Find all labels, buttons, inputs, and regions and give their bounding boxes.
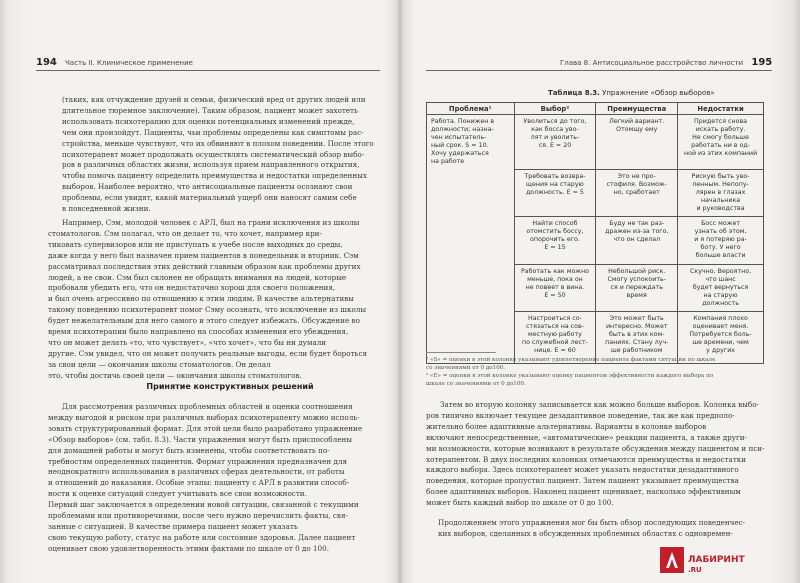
left-paragraph-1-line: в повседневной жизни. — [62, 204, 151, 214]
table-cell-line: ше работником — [610, 346, 663, 354]
left-paragraph-2 — [48, 218, 380, 382]
left-paragraph-3-line: Для рассмотрения различных проблемных областей и оценки соотношения — [62, 402, 353, 411]
table-cell-line: ный срок. S = 10. — [431, 142, 489, 149]
table-cell-line: как босса уво- — [531, 126, 579, 133]
table-cell-line: должность — [702, 299, 739, 307]
right-running-head-text: Глава 8. Антисоциальное расстройство личности — [560, 59, 744, 67]
table-cell-line: щения на старую — [526, 180, 584, 188]
logo-label: ЛАБИРИНТ — [688, 555, 745, 565]
table-cell-line: будет вернуться — [692, 283, 749, 291]
table-cell-line: начальника — [700, 196, 741, 204]
left-paragraph-1-line: стройства, меньше чувствуют, что их обвиняют в плохом поведении. После этого — [62, 138, 374, 148]
footnote-1: ¹ «S» = оценки в этой колонке указывают удовлетворение пациента фактами ситуации по шкале — [426, 357, 716, 363]
left-paragraph-2-line: стоматологов. Сэм полагал, что он делает то, что хочет, например кри- — [48, 228, 322, 238]
table-cell-line: больше власти — [695, 251, 746, 259]
right-paragraph-1-line: жительно более адаптивные альтернативы. Варианты в колонке выборов — [426, 421, 707, 431]
table-cell-line: Найти способ — [532, 219, 578, 227]
table-cell-line: Работа. Понижен в — [431, 118, 495, 125]
table-cell-line: E = 15 — [544, 243, 566, 251]
left-paragraph-1-line: чтобы помочь пациенту определить преимущества и недостатки определенных — [62, 171, 367, 181]
table-cell-line: быть в этих ком- — [608, 330, 665, 338]
footnote-2: ² «E» = оценки в этой колонке указывают оценку пациентом эффективности каждого выбора по — [426, 373, 714, 379]
left-paragraph-1-line: чем они произойдут. Пациенты, чьи проблемы определены как симптомы рас- — [62, 127, 364, 137]
table-cell-line: ленным. Непопу- — [692, 180, 749, 188]
table-row — [427, 264, 764, 311]
table-cell-line: меньше, пока он — [527, 275, 583, 283]
right-header-rule — [426, 70, 772, 71]
table-cell-line: Это не про- — [617, 172, 656, 180]
table-cell-line: чен испытатель- — [431, 134, 487, 141]
table-cell-advantages — [596, 216, 678, 264]
book-gutter — [396, 0, 404, 583]
table-cell-line: Настроиться со- — [528, 314, 582, 322]
right-paragraph-1-line: ров типично включает текущее дезадаптивное поведение, так же как предполо- — [426, 410, 735, 420]
table-header-advantages: Преимущества — [596, 103, 678, 115]
table-cell-line: Буду не так раз- — [609, 219, 665, 227]
table-cell-line: узнать об этом, — [694, 227, 747, 235]
table-cell-line: оценивает меня. — [692, 322, 749, 330]
left-paragraph-2-line: будет нежелательным для него самого и этого следует избежать. Обсуждение во — [48, 316, 360, 326]
left-page-number: 194 — [36, 57, 57, 68]
left-paragraph-3-line: неоднократного использования в различных сферах деятельности, от работы — [48, 467, 345, 477]
table-cell-line: боту. У него — [700, 243, 741, 251]
left-paragraph-3-line: между выгодой и риском при различных выборах психотерапевту можно исполь- — [48, 412, 360, 422]
table-cell-problem — [427, 216, 515, 264]
left-paragraph-3-line: свою текущую работу, статус на работе или состояние здоровья. Далее пациент — [48, 532, 356, 542]
table-cell-line: не повеет в вина. — [525, 283, 585, 291]
table-cell-disadvantages — [678, 115, 764, 170]
table-cell-problem — [427, 115, 515, 170]
table-cell-line: и я потеряю ра- — [694, 235, 747, 243]
table-cell-line: опорочить его. — [530, 235, 580, 243]
table-caption — [548, 89, 715, 97]
table-row — [427, 169, 764, 216]
left-paragraph-2-line: рассматривал последствия этих действий главным образом как проблемы других — [48, 261, 361, 271]
table-header-choice: Выбор² — [514, 103, 596, 115]
right-paragraph-1-line: каждого выбора. Здесь психотерапевт может указать недостатки дезадаптивного — [426, 465, 739, 475]
left-paragraph-2-line: другие. Сэм увидел, что он может получить реальные выгоды, если будет бороться — [48, 348, 368, 358]
table-cell-line: должность. E = 5 — [525, 188, 584, 196]
table-cell-line: стофиля. Возмож- — [606, 180, 667, 188]
table-cell-line: что он сделал — [613, 235, 661, 243]
logo-badge — [660, 547, 684, 573]
left-paragraph-3-line: занные с ситуацией. В качестве примера пациент может указать — [48, 521, 298, 531]
right-paragraph-1-line: Затем во вторую колонку записывается как можно больше выборов. Колонка выбо- — [440, 400, 759, 409]
left-paragraph-1-line: ров в различных областях жизни, используя прием направленного открытия, — [62, 160, 360, 170]
table-caption-text: Упражнение «Обзор выборов» — [602, 89, 715, 97]
table-cell-advantages — [596, 169, 678, 216]
table-cell-line: ше времени, чем — [692, 338, 749, 346]
table-cell-problem — [427, 264, 515, 311]
table-cell-line: Хочу удержаться — [431, 150, 489, 157]
left-paragraph-3-line: Первый шаг заключается в определении новой ситуации, связанной с текущими — [48, 500, 359, 510]
table-cell-line: ся и переждать — [610, 283, 663, 291]
right-running-head — [560, 57, 772, 68]
table-cell-line: Легкий вариант. — [609, 118, 665, 125]
table-cell-line: нице. E = 60 — [534, 346, 576, 354]
table-cell-line: местную работу — [528, 330, 582, 338]
table-cell-line: Это может быть — [609, 314, 664, 322]
left-paragraph-1-line: выборов. Наиболее вероятно, что антисоциальные пациенты осознают свои — [62, 182, 353, 192]
left-paragraph-2-line: пробовали убедить его, что он недостаточно хорош для своего положения, — [48, 283, 336, 293]
left-running-head-text: Часть II. Клиническое применение — [65, 59, 193, 67]
table-cell-line: и руководства — [696, 204, 745, 212]
table-cell-line: работать ни в од- — [691, 142, 750, 149]
table-cell-line: паниях. Стану луч- — [605, 338, 669, 346]
left-running-head — [36, 57, 193, 68]
left-paragraph-2-line: Например, Сэм, молодой человек с АРЛ, был на грани исключения из школы — [62, 218, 360, 227]
table-cell-line: Потребуется боль- — [689, 330, 752, 338]
table-cell-line: Не смогу больше — [692, 134, 749, 141]
table-cell-line: интересно. Может — [605, 322, 668, 330]
right-paragraph-1 — [426, 400, 771, 509]
table-cell-line: Смогу успокоить- — [607, 275, 667, 283]
table-caption-label: Таблица 8.3. — [548, 89, 600, 97]
left-paragraph-3-line: «Обзор выборов» (см. табл. 8.3). Части упражнения могут быть приспособлены — [48, 434, 352, 444]
table-cell-line: по служебной лест- — [521, 338, 588, 346]
left-paragraph-3-line: оценивает свою удовлетворенность этими фактами по шкале от 0 до 100. — [48, 543, 329, 553]
table-body — [427, 115, 764, 364]
table-cell-line: дражен из-за того, — [604, 227, 669, 235]
left-paragraph-2-line: даже когда у него был назначен прием пациентов в понедельник и вторник. Сэм — [48, 250, 359, 260]
labirint-logo — [660, 545, 765, 575]
table-row — [427, 216, 764, 264]
right-paragraph-1-line: включают непосредственные, «автоматические» реакции пациента, а также други- — [426, 432, 747, 442]
table-cell-line: время — [626, 291, 647, 299]
table-header-disadvantages: Недостатки — [678, 103, 764, 115]
left-paragraph-3-line: зовать структурированный формат. Для этой цели было разработано упражнение — [48, 423, 363, 433]
footnote-rule — [426, 352, 496, 353]
logo-domain: .RU — [688, 566, 702, 574]
table-cell-line: Босс может — [701, 219, 740, 227]
section-title: Принятие конструктивных решений — [146, 382, 314, 391]
right-paragraph-1-line: может быть каждый выбор по шкале от 0 до 100. — [426, 498, 614, 508]
table-cell-line: на старую — [703, 291, 738, 299]
table-cell-line: должности; назна- — [431, 126, 494, 133]
table-cell-line: стязаться на сов- — [525, 322, 584, 330]
left-paragraph-2-line: и был очень агрессивно по отношению к этим людям. В качестве альтернативы — [48, 294, 354, 304]
footnote-1-cont: со значениями от 0 до100. — [426, 365, 506, 371]
left-paragraph-1 — [62, 95, 380, 215]
table-cell-line: Уволиться до того, — [523, 118, 587, 125]
table-cell-choice — [514, 169, 596, 216]
right-page-number: 195 — [751, 57, 773, 68]
table-cell-line: Отомщу ему — [616, 126, 658, 133]
right-paragraph-2-line: Продолжением этого упражнения мог бы быть обзор последующих поведенчес- — [438, 518, 746, 527]
left-paragraph-2-line: время психотерапии было направлено на способах изменения его убеждения, — [48, 327, 349, 337]
table-cell-line: на работе — [431, 158, 465, 165]
table-cell-advantages — [596, 115, 678, 170]
left-paragraph-3-line: ности к оценке ситуаций следует учитывать все свои возможности. — [48, 489, 307, 499]
table-cell-choice — [514, 115, 596, 170]
table-cell-disadvantages — [678, 264, 764, 311]
table-row — [427, 115, 764, 170]
left-paragraph-2-line: людей, а не свои. Сэм был склонен не обращать внимания на людей, которые — [48, 272, 347, 282]
right-paragraph-1-line: хотерапевтом. В двух последних колонках отмечаются преимущества и недостатки — [426, 454, 747, 464]
table-cell-line: Рискую быть уво- — [691, 172, 750, 180]
table-cell-line: Небольшой риск. — [608, 267, 666, 275]
left-paragraph-3-line: проблемами или противоречиями, после чего нужно перечислить факты, свя- — [48, 511, 348, 521]
left-paragraph-1-line: психотерапевт может продолжать осуществлять систематический обзор выбо- — [62, 149, 365, 159]
table-cell-line: у других — [706, 346, 736, 354]
table-cell-line: но, сработает — [613, 188, 660, 196]
left-paragraph-2-line: это, чтобы достичь своей цели — окончания школы стоматологов. — [48, 370, 302, 380]
left-paragraph-3-line: требностям определенных пациентов. Формат упражнения предназначен для — [48, 456, 347, 466]
left-paragraph-1-line: длительное тюремное заключение). Таким образом, пациент может захотеть — [62, 105, 358, 115]
right-paragraph-1-line: ми возможности, которые возникают в результате обсуждения между пациентом и пси- — [426, 443, 765, 453]
table-cell-line: Требовать возвра- — [524, 172, 586, 180]
right-paragraph-1-line: поведения, которые пропустил пациент. Затем пациент указывает преимущества — [426, 476, 739, 486]
left-paragraph-2-line: такому поведению психотерапевт помог Сэму осознать, что исключение из школы — [48, 305, 367, 315]
table-cell-problem — [427, 169, 515, 216]
right-paragraph-1-line: более адаптивных выборов. Наконец пациент оценивает, насколько эффективным — [426, 487, 741, 497]
left-paragraph-1-line: проблемы, если увидят, какой материальный ущерб они наносят самим себе — [62, 193, 357, 203]
left-paragraph-1-line: (таких, как отчуждение друзей и семьи, физический вред от других людей или — [62, 95, 366, 104]
table-cell-line: лят и уволить- — [530, 134, 580, 141]
table-cell-line: лярен в глазах — [695, 188, 746, 196]
left-header-rule — [36, 70, 380, 71]
table-cell-line: Компания плохо — [693, 314, 748, 322]
table-cell-line: ной из этих компаний — [683, 150, 758, 157]
table-cell-line: Придется снова — [694, 118, 748, 125]
table-cell-disadvantages — [678, 169, 764, 216]
left-paragraph-3-line: и отношений до наказания. Особые этапы: пациенту с АРЛ в развитии способ- — [48, 478, 350, 488]
table-cell-line: что шанс — [705, 275, 736, 283]
table-cell-line: отомстить боссу, — [526, 227, 584, 235]
left-paragraph-2-line: тиковать супервизоров или не приступать к учебе после выходных до среды, — [48, 239, 343, 249]
table-header-row — [427, 103, 764, 115]
left-paragraph-3-line: для домашней работы и могут быть изменены, чтобы соответствовать по- — [48, 445, 330, 455]
table-cell-advantages — [596, 264, 678, 311]
table-cell-line: Работать как можно — [520, 267, 589, 275]
choices-review-table — [426, 102, 764, 364]
right-paragraph-2 — [438, 518, 771, 540]
table-header-problem: Проблема¹ — [427, 103, 515, 115]
table-cell-choice — [514, 264, 596, 311]
right-paragraph-2-line: ких выборов, сделанных в обсужденных проблемных областях с одновремен- — [438, 528, 733, 538]
table-cell-disadvantages — [678, 216, 764, 264]
table-cell-line: E = 50 — [544, 291, 566, 299]
table-cell-line: ся. E = 20 — [538, 142, 572, 149]
left-paragraph-2-line: что он может делать «то, что чувствует», «что хочет», что бы ни думали — [48, 337, 327, 347]
table-cell-choice — [514, 216, 596, 264]
table-cell-line: искать работу. — [695, 126, 746, 133]
footnote-2-cont: шкале со значениями от 0 до100. — [426, 381, 526, 387]
left-paragraph-3 — [48, 402, 380, 555]
table-cell-line: Скучно. Вероятно, — [690, 267, 752, 275]
left-paragraph-2-line: за свои цели — окончания школы стоматологов. Он делал — [48, 359, 271, 369]
left-paragraph-1-line: использовать психотерапию для оценки потенциальных изменений прежде, — [62, 116, 355, 126]
